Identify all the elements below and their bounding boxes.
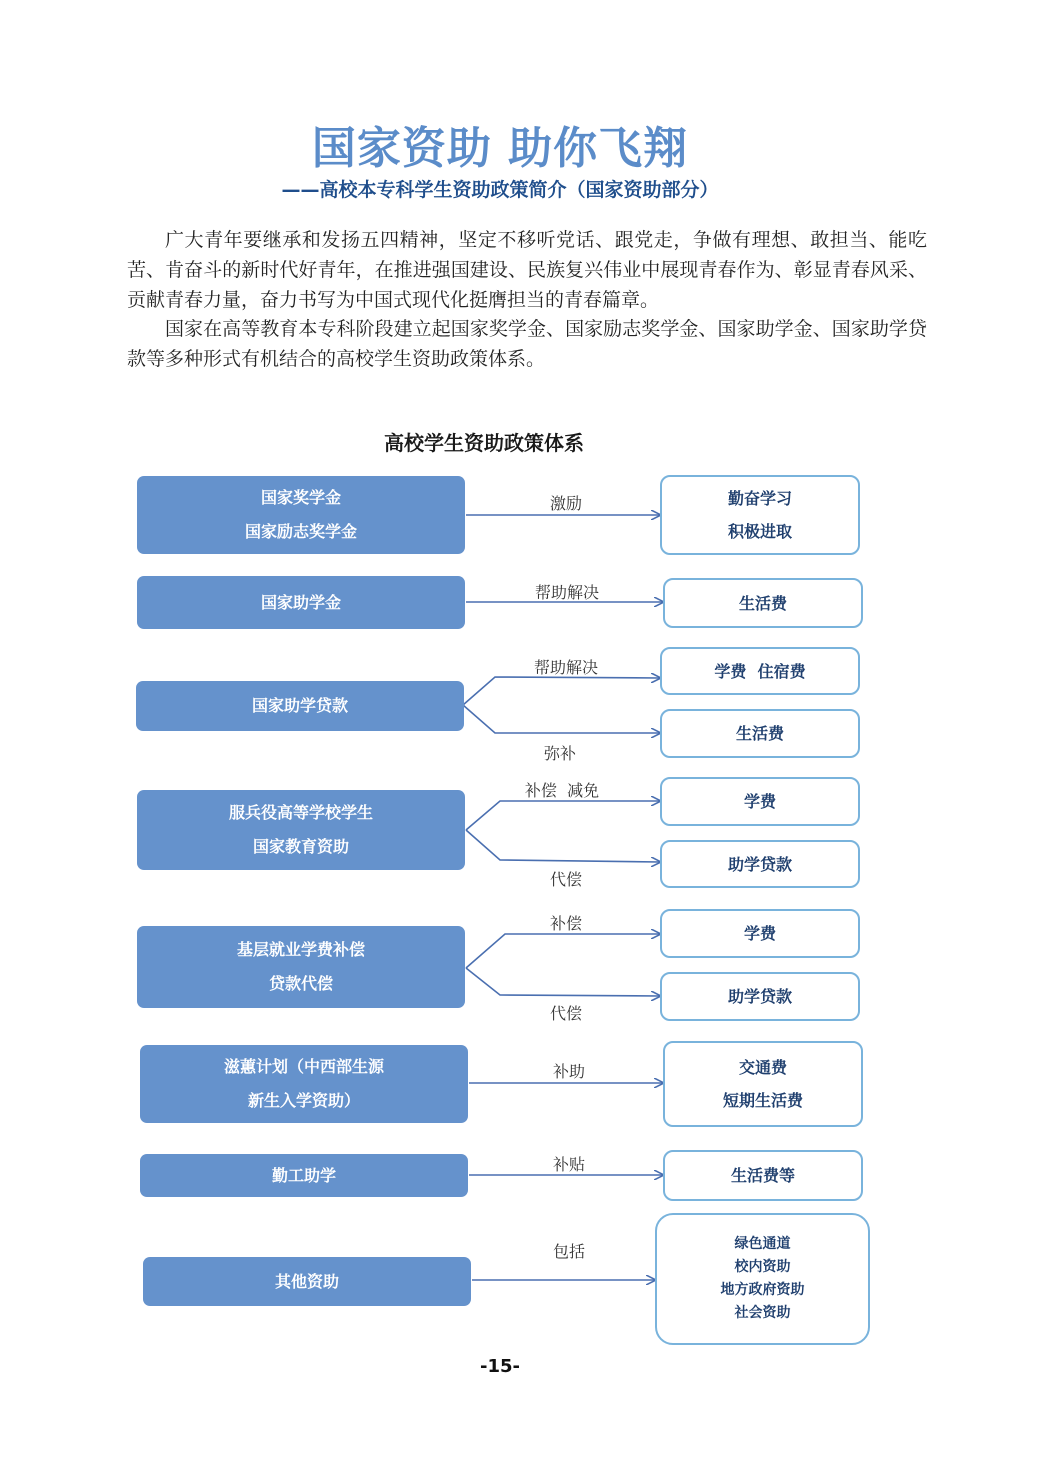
target-text: 绿色通道 — [734, 1236, 791, 1252]
edge-label: 代偿 — [549, 1004, 583, 1023]
edge-label: 帮助解决 — [534, 583, 600, 602]
source-box-zihui-plan — [140, 1045, 468, 1123]
edge-label: 补偿 减免 — [524, 781, 600, 800]
target-text: 生活费 — [738, 593, 787, 613]
source-text: 国家教育资助 — [252, 837, 349, 856]
edge-label: 包括 — [552, 1242, 586, 1261]
target-box — [660, 909, 860, 958]
source-text: 基层就业学费补偿 — [236, 940, 365, 959]
target-text: 学费 — [743, 924, 776, 943]
source-text: 国家奖学金 — [260, 488, 341, 507]
page-number: -15- — [480, 1356, 520, 1377]
target-text: 生活费 — [735, 724, 784, 743]
target-text: 校内资助 — [734, 1259, 791, 1275]
target-box — [663, 578, 863, 628]
arrow-row4-top — [466, 801, 660, 830]
target-text: 社会资助 — [734, 1305, 791, 1321]
target-box — [660, 840, 860, 888]
source-text: 国家助学贷款 — [251, 696, 348, 715]
target-box — [660, 475, 860, 555]
source-box-student-loan — [136, 681, 464, 731]
edge-label: 激励 — [549, 494, 583, 513]
source-text: 国家励志奖学金 — [244, 522, 357, 541]
arrow-row5-top — [466, 934, 660, 968]
target-box — [660, 777, 860, 826]
source-text: 新生入学资助） — [247, 1091, 360, 1110]
source-box-grassroots-employment — [137, 926, 465, 1008]
intro-paragraph-2: 国家在高等教育本专科阶段建立起国家奖学金、国家励志奖学金、国家助学金、国家助学贷款等多种形式有机结合的高校学生资助政策体系。 — [127, 318, 927, 370]
edge-label: 补助 — [552, 1062, 586, 1081]
edge-label: 补贴 — [552, 1155, 586, 1174]
target-box — [663, 1041, 863, 1127]
target-text: 交通费 — [738, 1058, 787, 1077]
target-text: 短期生活费 — [722, 1091, 803, 1110]
edge-label: 帮助解决 — [533, 658, 599, 677]
page-subtitle: ——高校本专科学生资助政策简介（国家资助部分） — [281, 179, 719, 201]
target-text: 生活费等 — [730, 1166, 795, 1185]
source-text: 贷款代偿 — [268, 974, 333, 993]
target-box — [663, 1150, 863, 1201]
diagram-title: 高校学生资助政策体系 — [384, 431, 584, 455]
source-text: 国家助学金 — [260, 592, 341, 612]
source-box-national-grant — [137, 576, 465, 629]
arrow-row3-top — [463, 677, 660, 705]
target-text: 积极进取 — [727, 522, 792, 541]
source-text: 滋蕙计划（中西部生源 — [223, 1057, 384, 1076]
target-text: 学费 — [743, 792, 776, 811]
target-text: 学费 住宿费 — [714, 661, 806, 681]
source-box-other-aid — [143, 1257, 471, 1306]
target-box — [655, 1213, 870, 1345]
edge-label: 补偿 — [549, 914, 583, 933]
source-box-national-scholarship — [137, 476, 465, 554]
source-box-military-service — [137, 790, 465, 870]
source-text: 其他资助 — [274, 1271, 339, 1291]
arrow-row5-bottom — [466, 968, 660, 996]
target-box — [660, 647, 860, 695]
source-box-work-study — [140, 1154, 468, 1197]
target-box — [660, 972, 860, 1021]
page-title: 国家资助 助你飞翔 — [311, 123, 689, 174]
edge-label: 弥补 — [543, 744, 577, 763]
target-text: 助学贷款 — [727, 854, 792, 874]
target-text: 助学贷款 — [727, 987, 792, 1006]
source-text: 服兵役高等学校学生 — [228, 803, 373, 822]
arrow-row3-bottom — [463, 705, 660, 733]
arrow-row4-bottom — [466, 830, 660, 862]
target-text: 地方政府资助 — [720, 1282, 805, 1298]
edge-label: 代偿 — [549, 870, 583, 889]
source-text: 勤工助学 — [271, 1165, 336, 1185]
target-box — [660, 709, 860, 758]
intro-paragraph-1: 广大青年要继承和发扬五四精神，坚定不移听党话、跟党走，争做有理想、敢担当、能吃苦、肯奋斗的新时代好青年，在推进强国建设、民族复兴伟业中展现青春作为、彰显青春风采、贡献青春力量，奋力书写为中国式现代化挺膺担当的青春篇章。 — [127, 229, 927, 311]
target-text: 勤奋学习 — [727, 489, 792, 508]
